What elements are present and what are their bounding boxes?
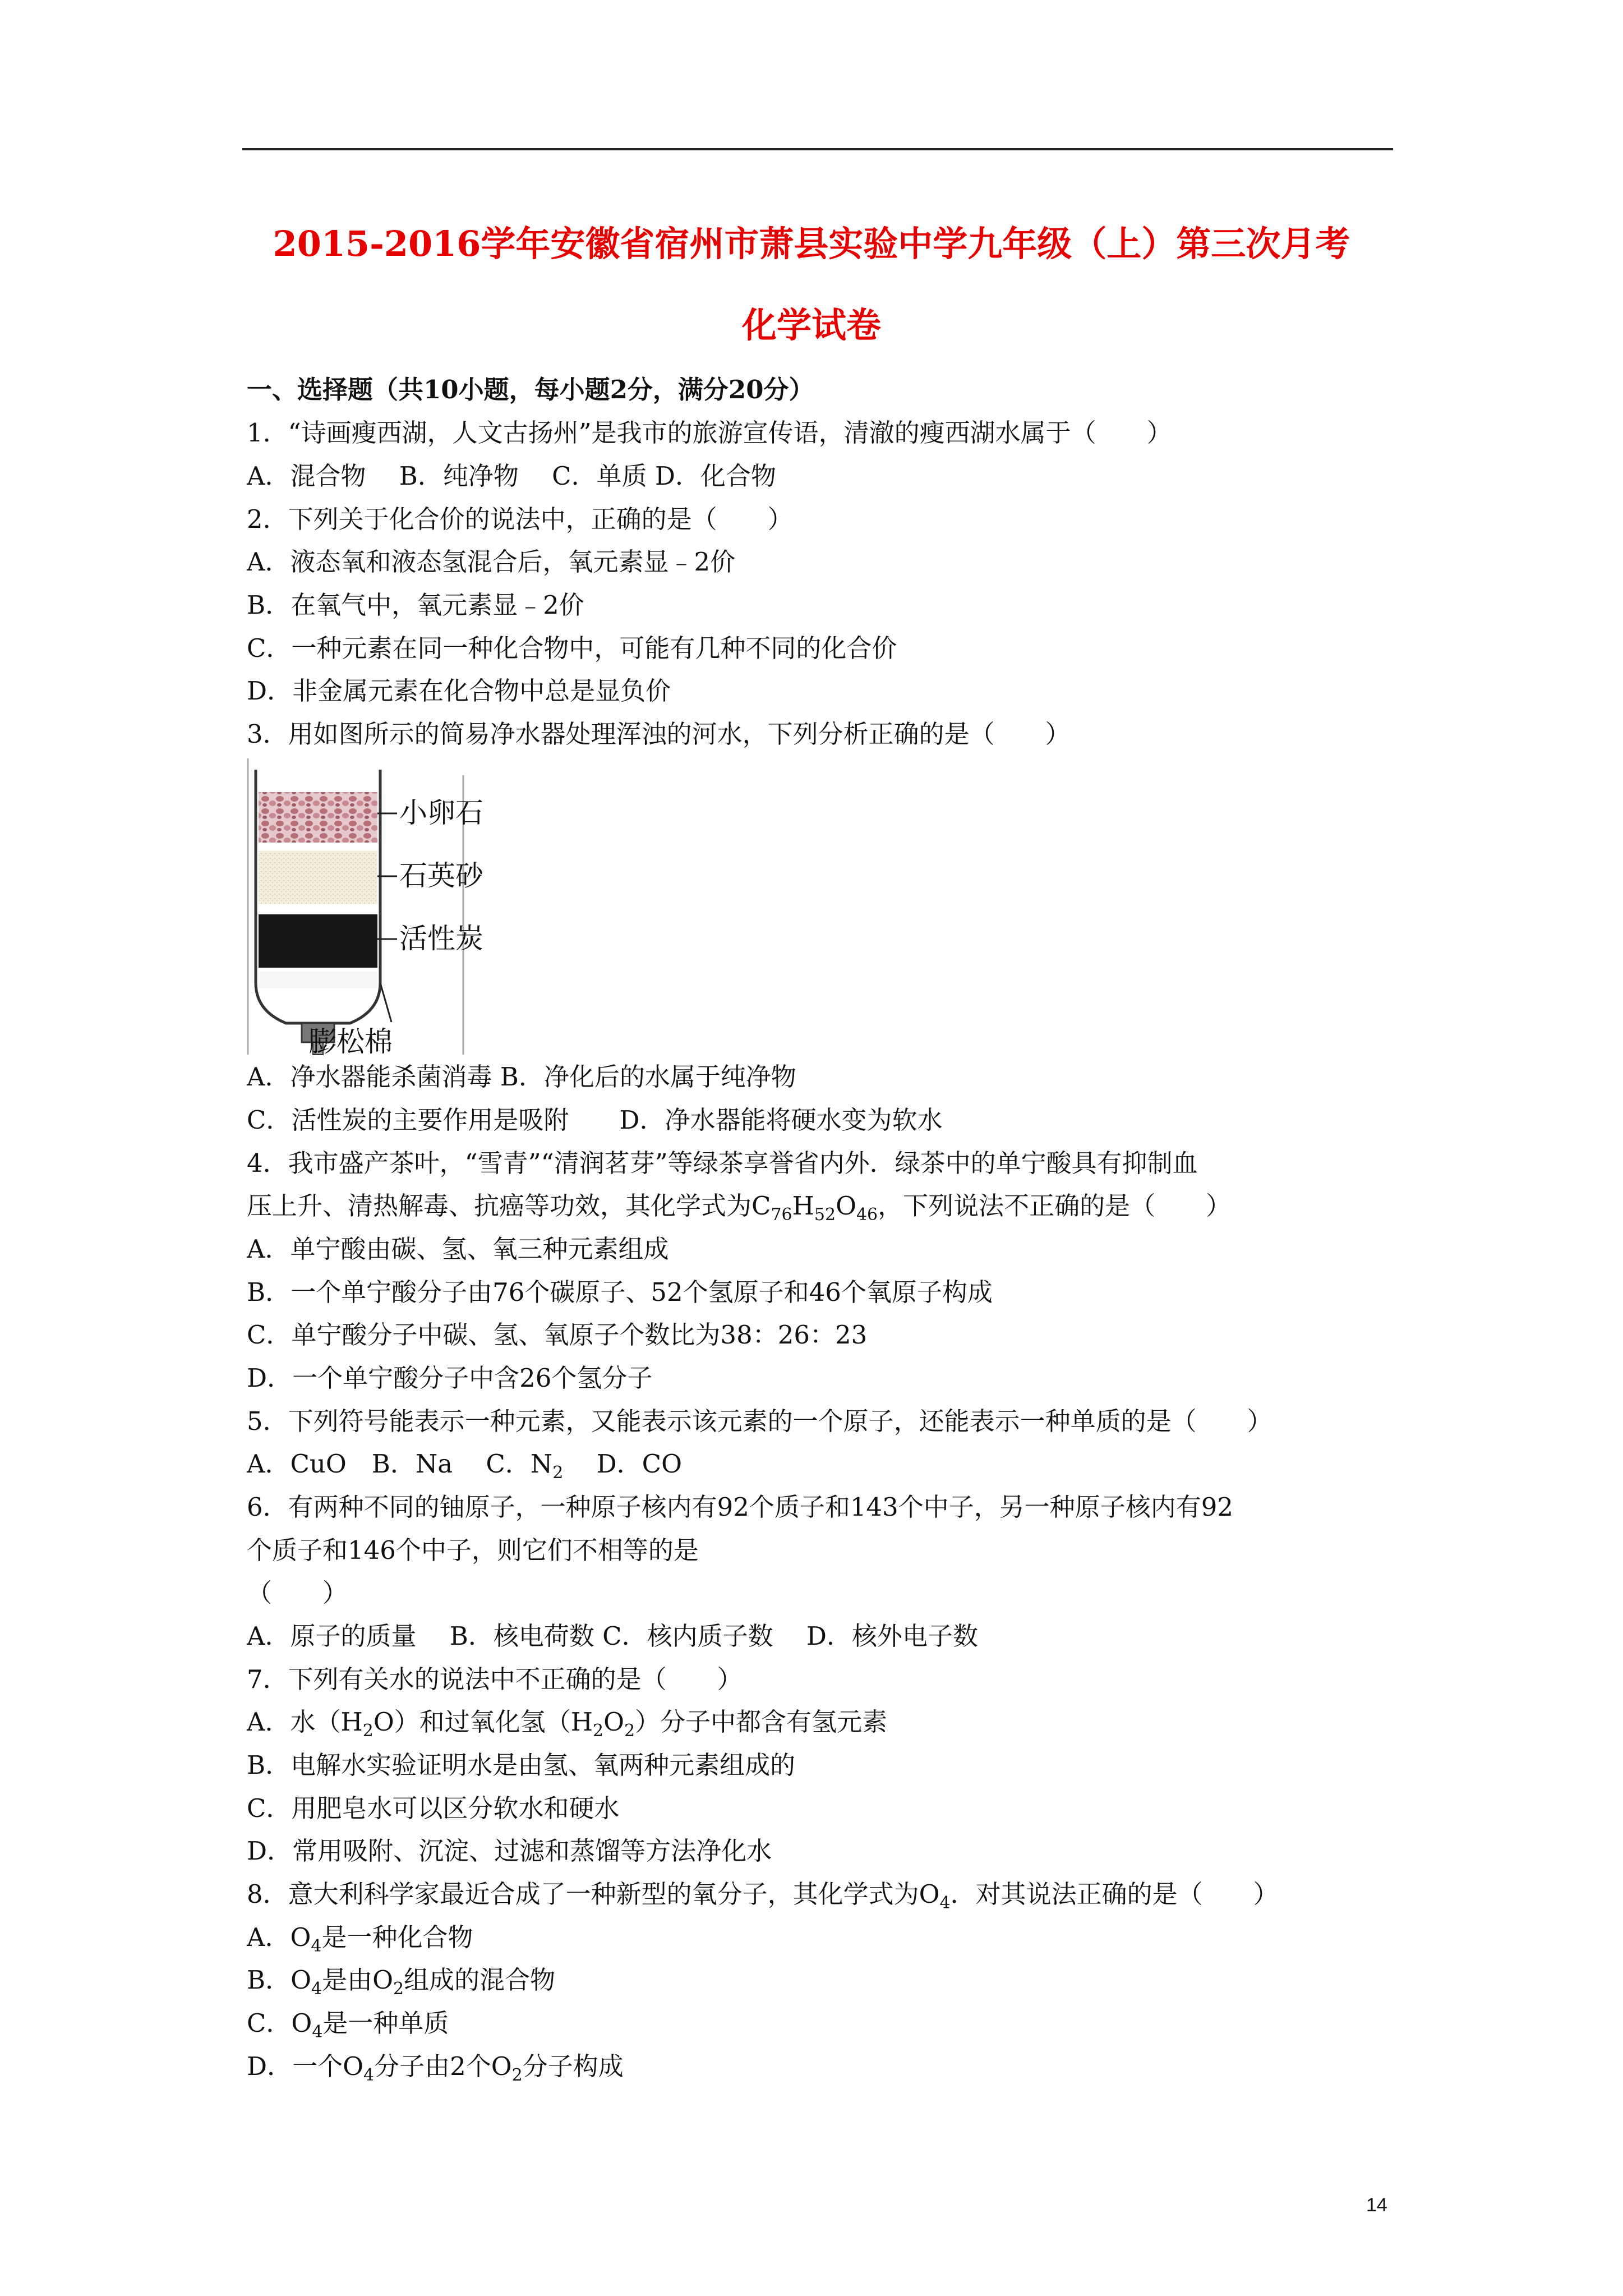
q4-stem-line2: 压上升、清热解毒、抗癌等功效，其化学式为$C_{76}H_{52}O_{46}$，下列说法不正确的是（ ） bbox=[247, 1191, 1232, 1225]
q8-stem: 8．意大利科学家最近合成了一种新型的氧分子，其化学式为$O_4$．对其说法正确的是（ ） bbox=[247, 1879, 1279, 1913]
q2-option-c: C．一种元素在同一种化合物中，可能有几种不同的化合价 bbox=[247, 633, 897, 663]
section-heading: 一、选择题（共10小题，每小题2分，满分20分） bbox=[247, 375, 814, 404]
cotton-layer bbox=[259, 972, 377, 988]
q5-options: A．CuO B．Na C．$N_2$ D．CO bbox=[247, 1449, 682, 1483]
exam-title-line1: 2015-2016学年安徽省宿州市萧县实验中学九年级（上）第三次月考 bbox=[273, 223, 1350, 264]
q7-option-b: B．电解水实验证明水是由氢、氧两种元素组成的 bbox=[247, 1750, 796, 1780]
q8-option-a: A．$O_4$是一种化合物 bbox=[247, 1922, 473, 1956]
water-purifier-figure bbox=[247, 758, 483, 1058]
exam-title-line2: 化学试卷 bbox=[741, 305, 881, 346]
q8-option-d: D．一个$O_4$分子由2个$O_2$分子构成 bbox=[247, 2051, 624, 2085]
q2-stem: 2．下列关于化合价的说法中，正确的是（ ） bbox=[247, 504, 793, 534]
q4-option-d: D．一个单宁酸分子中含26个氢分子 bbox=[247, 1363, 653, 1393]
q7-option-a: A．水$(H_2O)$和过氧化氢$(H_2O_2)$分子中都含有氢元素 bbox=[247, 1707, 888, 1741]
label-activated-carbon: 活性炭 bbox=[399, 922, 483, 955]
q4-stem-line1: 4．我市盛产茶叶，“雪青”“清润茗芽”等绿茶享誉省内外．绿茶中的单宁酸具有抑制血 bbox=[247, 1148, 1198, 1178]
q1-options: A．混合物 B．纯净物 C．单质 D．化合物 bbox=[247, 461, 776, 491]
label-pebbles: 小卵石 bbox=[399, 797, 483, 829]
q3-options-row2: C．活性炭的主要作用是吸附 D．净水器能将硬水变为软水 bbox=[247, 1105, 943, 1135]
q7-option-c: C．用肥皂水可以区分软水和硬水 bbox=[247, 1793, 620, 1823]
q7-stem: 7．下列有关水的说法中不正确的是（ ） bbox=[247, 1664, 743, 1694]
q2-option-d: D．非金属元素在化合物中总是显负价 bbox=[247, 676, 671, 706]
q8-option-c: C．$O_4$是一种单质 bbox=[247, 2008, 449, 2042]
q2-option-b: B．在氧气中，氧元素显﹣2价 bbox=[247, 590, 584, 620]
q7-option-d: D．常用吸附、沉淀、过滤和蒸馏等方法净化水 bbox=[247, 1836, 772, 1866]
q4-option-b: B．一个单宁酸分子由76个碳原子、52个氢原子和46个氧原子构成 bbox=[247, 1277, 993, 1307]
activated-carbon-layer bbox=[259, 914, 377, 968]
quartz-sand-layer bbox=[259, 851, 377, 904]
water-purifier-diagram bbox=[247, 758, 483, 1058]
q6-stem-line2: 个质子和146个中子，则它们不相等的是 bbox=[247, 1535, 699, 1565]
q4-option-a: A．单宁酸由碳、氢、氧三种元素组成 bbox=[247, 1234, 669, 1264]
label-cotton: 膨松棉 bbox=[308, 1025, 393, 1058]
q3-options-row1: A．净水器能杀菌消毒 B．净化后的水属于纯净物 bbox=[247, 1062, 796, 1092]
q6-stem-line1: 6．有两种不同的铀原子，一种原子核内有92个质子和143个中子，另一种原子核内有92 bbox=[247, 1492, 1234, 1522]
label-quartz-sand: 石英砂 bbox=[399, 859, 483, 892]
q6-stem-line3: （ ） bbox=[247, 1578, 348, 1608]
q3-stem: 3．用如图所示的简易净水器处理浑浊的河水，下列分析正确的是（ ） bbox=[247, 719, 1071, 749]
pebble-layer bbox=[259, 792, 377, 843]
q1-stem: 1．“诗画瘦西湖，人文古扬州”是我市的旅游宣传语，清澈的瘦西湖水属于（ ） bbox=[247, 418, 1172, 448]
page-number: 14 bbox=[1366, 2194, 1387, 2216]
q2-option-a: A．液态氧和液态氢混合后，氧元素显﹣2价 bbox=[247, 547, 736, 577]
q8-option-b: B．$O_4$是由$O_2$组成的混合物 bbox=[247, 1965, 556, 1999]
header-rule bbox=[242, 148, 1393, 150]
q5-stem: 5．下列符号能表示一种元素，又能表示该元素的一个原子，还能表示一种单质的是（ ） bbox=[247, 1406, 1272, 1436]
q4-option-c: C．单宁酸分子中碳、氢、氧原子个数比为38：26：23 bbox=[247, 1320, 868, 1350]
q6-options: A．原子的质量 B．核电荷数 C．核内质子数 D．核外电子数 bbox=[247, 1621, 978, 1651]
